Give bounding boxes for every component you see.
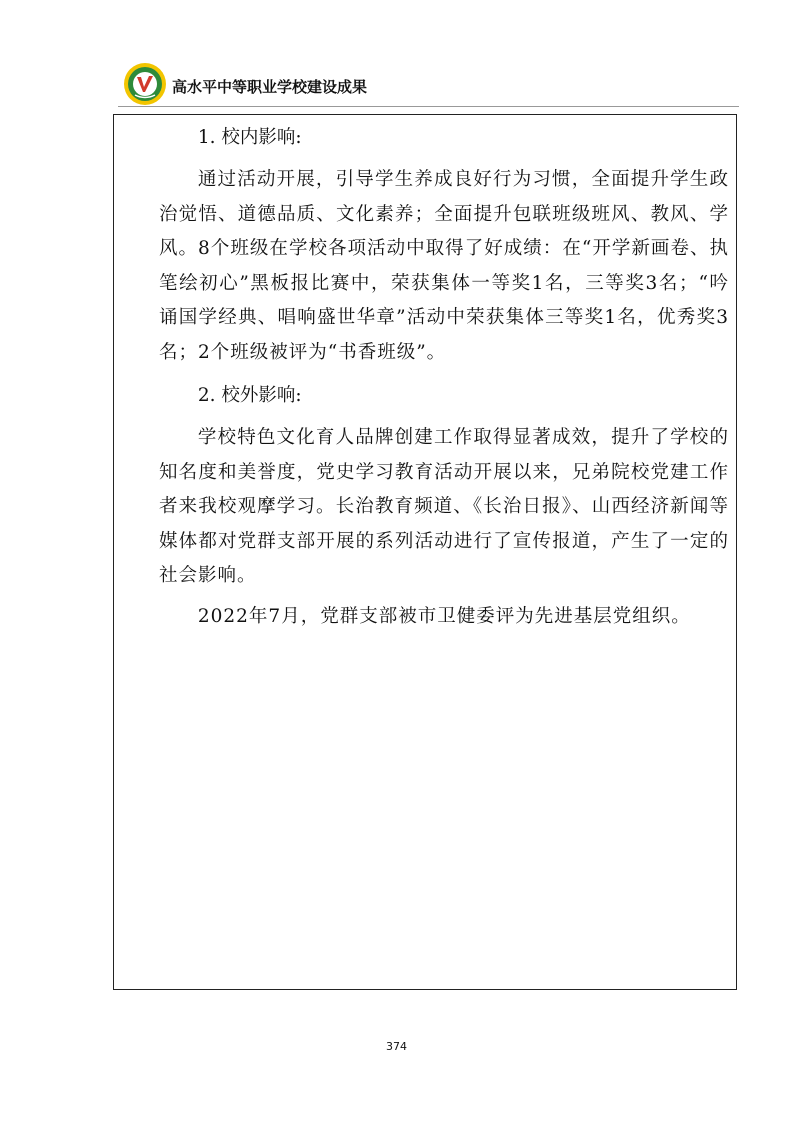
header-title: 高水平中等职业学校建设成果 xyxy=(172,78,368,96)
header-divider xyxy=(118,106,739,107)
content-box xyxy=(113,114,737,990)
school-logo-icon xyxy=(123,62,167,106)
paragraph-award: 2022年7月，党群支部被市卫健委评为先进基层党组织。 xyxy=(197,606,691,627)
section-heading-internal: 1. 校内影响: xyxy=(197,127,302,148)
paragraph-external-impact: 学校特色文化育人品牌创建工作取得显著成效，提升了学校的知名度和美誉度，党史学习教育活动开展以来，兄弟院校党建工作者来我校观摩学习。长治教育频道、《长治日报》、山西经济新闻等媒体都对党群支部开展的系列活动进行了宣传报道，产生了一定的社会影响。 xyxy=(159,427,729,586)
section-heading-external: 2. 校外影响: xyxy=(197,385,302,406)
page-number: 374 xyxy=(386,1040,407,1053)
paragraph-internal-impact: 通过活动开展，引导学生养成良好行为习惯，全面提升学生政治觉悟、道德品质、文化素养；全面提升包联班级班风、教风、学风。8个班级在学校各项活动中取得了好成绩：在“开学新画卷、执笔绘初心”黑板报比赛中，荣获集体一等奖1名，三等奖3名；“吟诵国学经典、唱响盛世华章”活动中荣获集体三等奖1名，优秀奖3名；2个班级被评为“书香班级”。 xyxy=(159,169,729,363)
